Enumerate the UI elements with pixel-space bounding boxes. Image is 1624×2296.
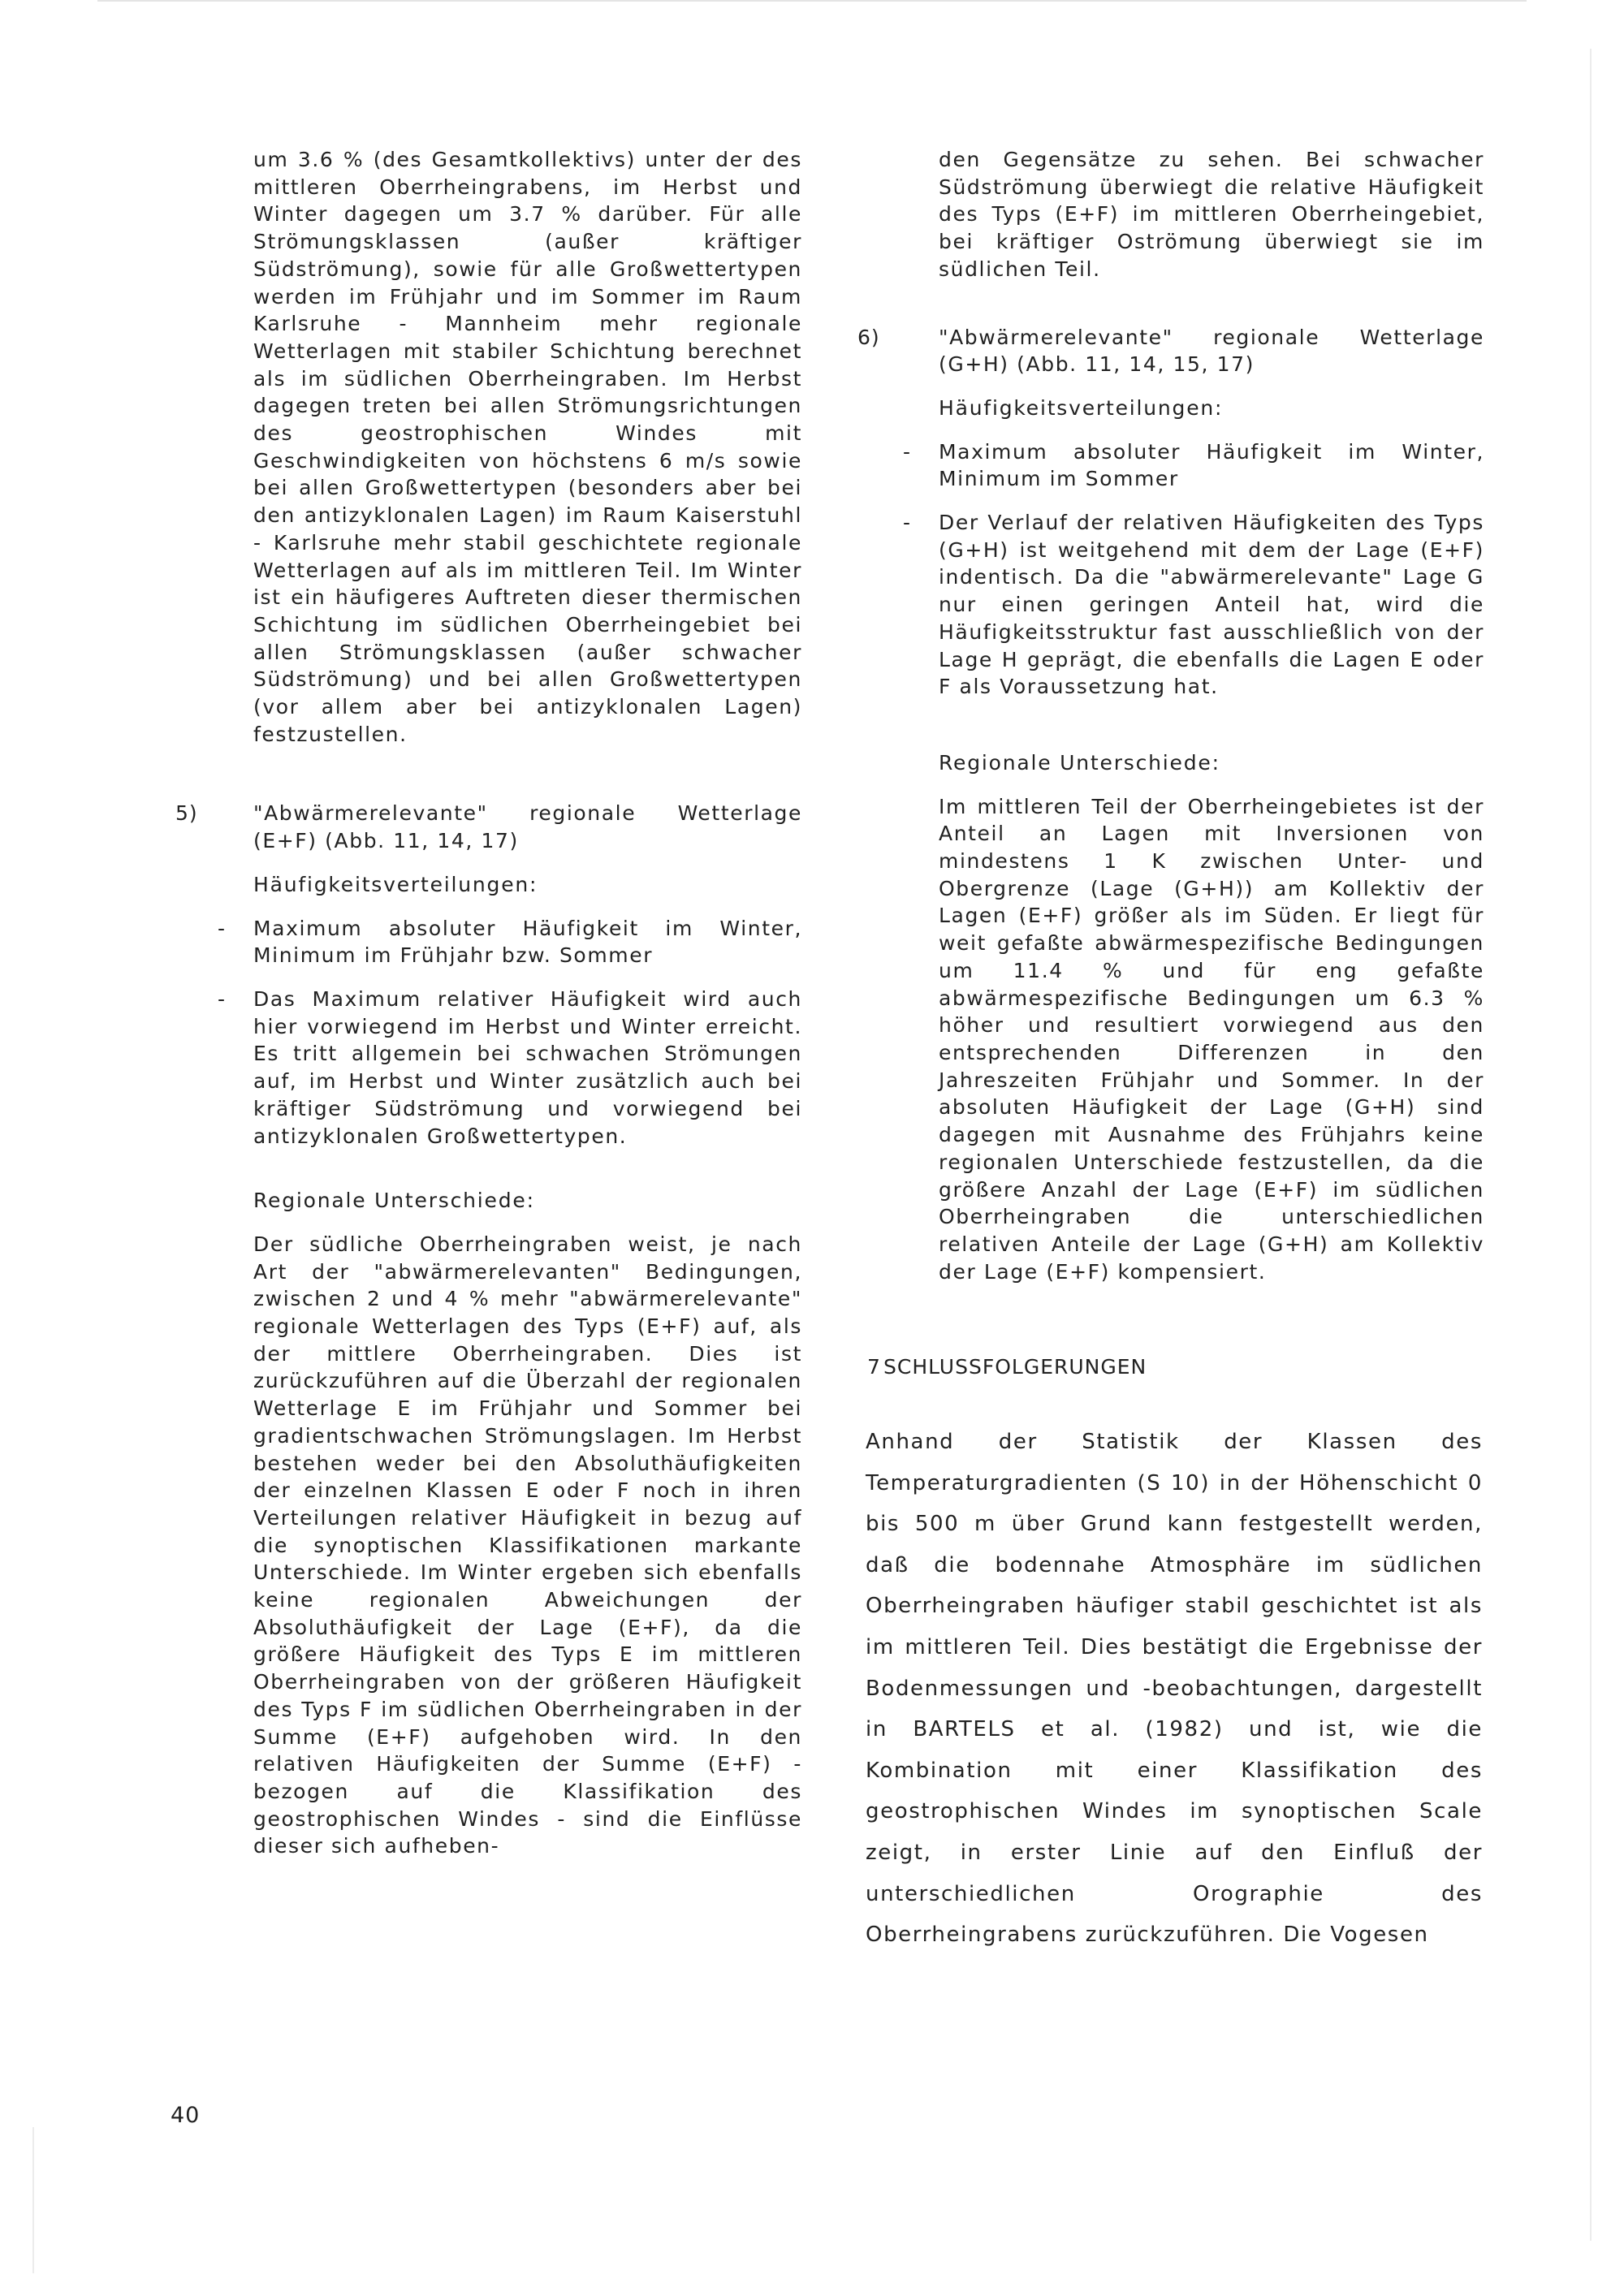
item-5-number: 5) bbox=[175, 801, 198, 826]
item-6-regional-heading: Regionale Unterschiede: bbox=[939, 750, 1220, 775]
item-6-bullet-1 bbox=[903, 438, 1484, 493]
section-7-heading bbox=[867, 1353, 1484, 1381]
item-6-bullet-2-text: Der Verlauf der relativen Häufigkeiten des Typs (G+H) ist weitgehend mit dem der Lage (E+F) indentisch. Da die "abwärmerelevante" Lage G nur einen geringen Anteil hat, wird die Häufigkeitsstruktur fast ausschließlich von der Lage H geprägt, die ebenfalls die Lagen E oder F als Voraussetzung hat. bbox=[939, 511, 1484, 699]
bullet-dash: - bbox=[903, 511, 911, 535]
item-6-regional-text: Im mittleren Teil der Oberrheingebietes ist der Anteil an Lagen mit Inversionen von mindestens 1 K zwischen Unter- und Obergrenze (Lage (G+H)) am Kollektiv der Lagen (E+F) größer als im Süden. Er liegt für weit gefaßte abwärmespezifische Bedingungen um 11.4 % und für eng gefaßte abwärmespezifische Bedingungen um 6.3 % höher und resultiert vorwiegend aus den entsprechenden Differenzen in den Jahreszeiten Frühjahr und Sommer. In der absoluten Häufigkeit der Lage (G+H) sind dagegen mit Ausnahme des Frühjahrs keine regionalen Unterschiede festzustellen, da die größere Anzahl der Lage (E+F) im südlichen Oberrheingraben die unterschiedlichen relativen Anteile der Lage (G+H) am Kollektiv der Lage (E+F) kompensiert. bbox=[939, 794, 1484, 1284]
bullet-dash: - bbox=[218, 986, 226, 1011]
continuation-paragraph: den Gegensätze zu sehen. Bei schwacher Südströmung überwiegt die relative Häufigkeit des Typs (E+F) im mittleren Oberrheingebiet, bei kräftiger Oströmung überwiegt sie im südlichen Teil. bbox=[939, 148, 1484, 281]
item-5-regional-heading: Regionale Unterschiede: bbox=[253, 1189, 535, 1213]
bullet-dash: - bbox=[218, 916, 226, 940]
item-5 bbox=[175, 800, 802, 854]
page-edge-top bbox=[97, 0, 1527, 2]
item-5-bullet-1-text: Maximum absoluter Häufigkeit im Winter, Minimum im Frühjahr bzw. Sommer bbox=[253, 916, 802, 968]
item-5-bullet-2 bbox=[218, 986, 802, 1150]
bullet-dash: - bbox=[903, 439, 911, 464]
item-6-frequency-heading: Häufigkeitsverteilungen: bbox=[939, 395, 1224, 420]
page-edge-right bbox=[1590, 49, 1592, 2241]
item-5-frequency-heading: Häufigkeitsverteilungen: bbox=[253, 872, 538, 896]
left-column bbox=[175, 146, 802, 1860]
item-6-number: 6) bbox=[857, 325, 880, 349]
item-6-bullet-1-text: Maximum absoluter Häufigkeit im Winter, Minimum im Sommer bbox=[939, 439, 1484, 491]
item-5-bullet-2-text: Das Maximum relativer Häufigkeit wird auch hier vorwiegend im Herbst und Winter erreicht. Es tritt allgemein bei schwachen Strömungen auf, im Herbst und Winter zusätzlich auch bei kräftiger Südströmung und vorwiegend bei antizyklonalen Großwettertypen. bbox=[253, 986, 802, 1148]
intro-paragraph: um 3.6 % (des Gesamtkollektivs) unter der des mittleren Oberrheingrabens, im Herbst und Winter dagegen um 3.7 % darüber. Für alle Strömungsklassen (außer kräftiger Südströmung), sowie für alle Großwettertypen werden im Frühjahr und im Sommer im Raum Karlsruhe - Mannheim mehr regionale Wetterlagen mit stabiler Schichtung berechnet als im südlichen Oberrheingraben. Im Herbst dagegen treten bei allen Strömungsrichtungen des geostrophischen Windes mit Geschwindigkeiten von höchstens 6 m/s sowie bei allen Großwettertypen (besonders aber bei den antizyklonalen Lagen) im Raum Kaiserstuhl - Karlsruhe mehr stabil geschichtete regionale Wetterlagen auf als im mittleren Teil. Im Winter ist ein häufigeres Auftreten dieser thermischen Schichtung im südlichen Oberrheingebiet bei allen Strömungsklassen (außer schwacher Südströmung) und bei allen Großwettertypen (vor allem aber bei antizyklonalen Lagen) festzustellen. bbox=[253, 148, 802, 746]
item-6-title: "Abwärmerelevante" regionale Wetterlage (G+H) (Abb. 11, 14, 15, 17) bbox=[939, 325, 1484, 377]
item-5-bullet-1 bbox=[218, 915, 802, 969]
page-edge-left bbox=[32, 2127, 34, 2273]
right-column bbox=[857, 146, 1484, 1956]
item-6-bullet-2 bbox=[903, 509, 1484, 701]
section-7-title: SCHLUSSFOLGERUNGEN bbox=[883, 1355, 1147, 1379]
item-5-regional-text: Der südliche Oberrheingraben weist, je nach Art der "abwärmerelevanten" Bedingungen, zwischen 2 und 4 % mehr "abwärmerelevante" regionale Wetterlagen des Typs (E+F) auf, als der mittlere Oberrheingraben. Dies ist zurückzuführen auf die Überzahl der regionalen Wetterlage E im Frühjahr und Sommer bei gradientschwachen Strömungslagen. Im Herbst bestehen weder bei den Absoluthäufigkeiten der einzelnen Klassen E oder F noch in ihren Verteilungen relativer Häufigkeit in bezug auf die synoptischen Klassifikationen markante Unterschiede. Im Winter ergeben sich ebenfalls keine regionalen Abweichungen der Absoluthäufigkeit der Lage (E+F), da die größere Häufigkeit des Typs E im mittleren Oberrheingraben von der größeren Häufigkeit des Typs F im südlichen Oberrheingraben in der Summe (E+F) aufgehoben wird. In den relativen Häufigkeiten der Summe (E+F) - bezogen auf die Klassifikation des geostrophischen Windes - sind die Einflüsse dieser sich aufheben- bbox=[253, 1232, 802, 1858]
section-7-number: 7 bbox=[867, 1355, 881, 1379]
item-5-title: "Abwärmerelevante" regionale Wetterlage (E+F) (Abb. 11, 14, 17) bbox=[253, 801, 802, 853]
page-number: 40 bbox=[171, 2103, 201, 2128]
item-6 bbox=[857, 324, 1484, 378]
section-7-text: Anhand der Statistik der Klassen des Temperaturgradienten (S 10) in der Höhenschicht 0 bis 500 m über Grund kann festgestellt werden, daß die bodennahe Atmosphäre im südlichen Oberrheingraben häufiger stabil geschichtet ist als im mittleren Teil. Dies bestätigt die Ergebnisse der Bodenmessungen und -beobachtungen, dargestellt in BARTELS et al. (1982) und ist, wie die Kombination mit einer Klassifikation des geostrophischen Windes im synoptischen Scale zeigt, in erster Linie auf den Einfluß der unterschiedlichen Orographie des Oberrheingrabens zurückzuführen. Die Vogesen bbox=[866, 1430, 1483, 1948]
